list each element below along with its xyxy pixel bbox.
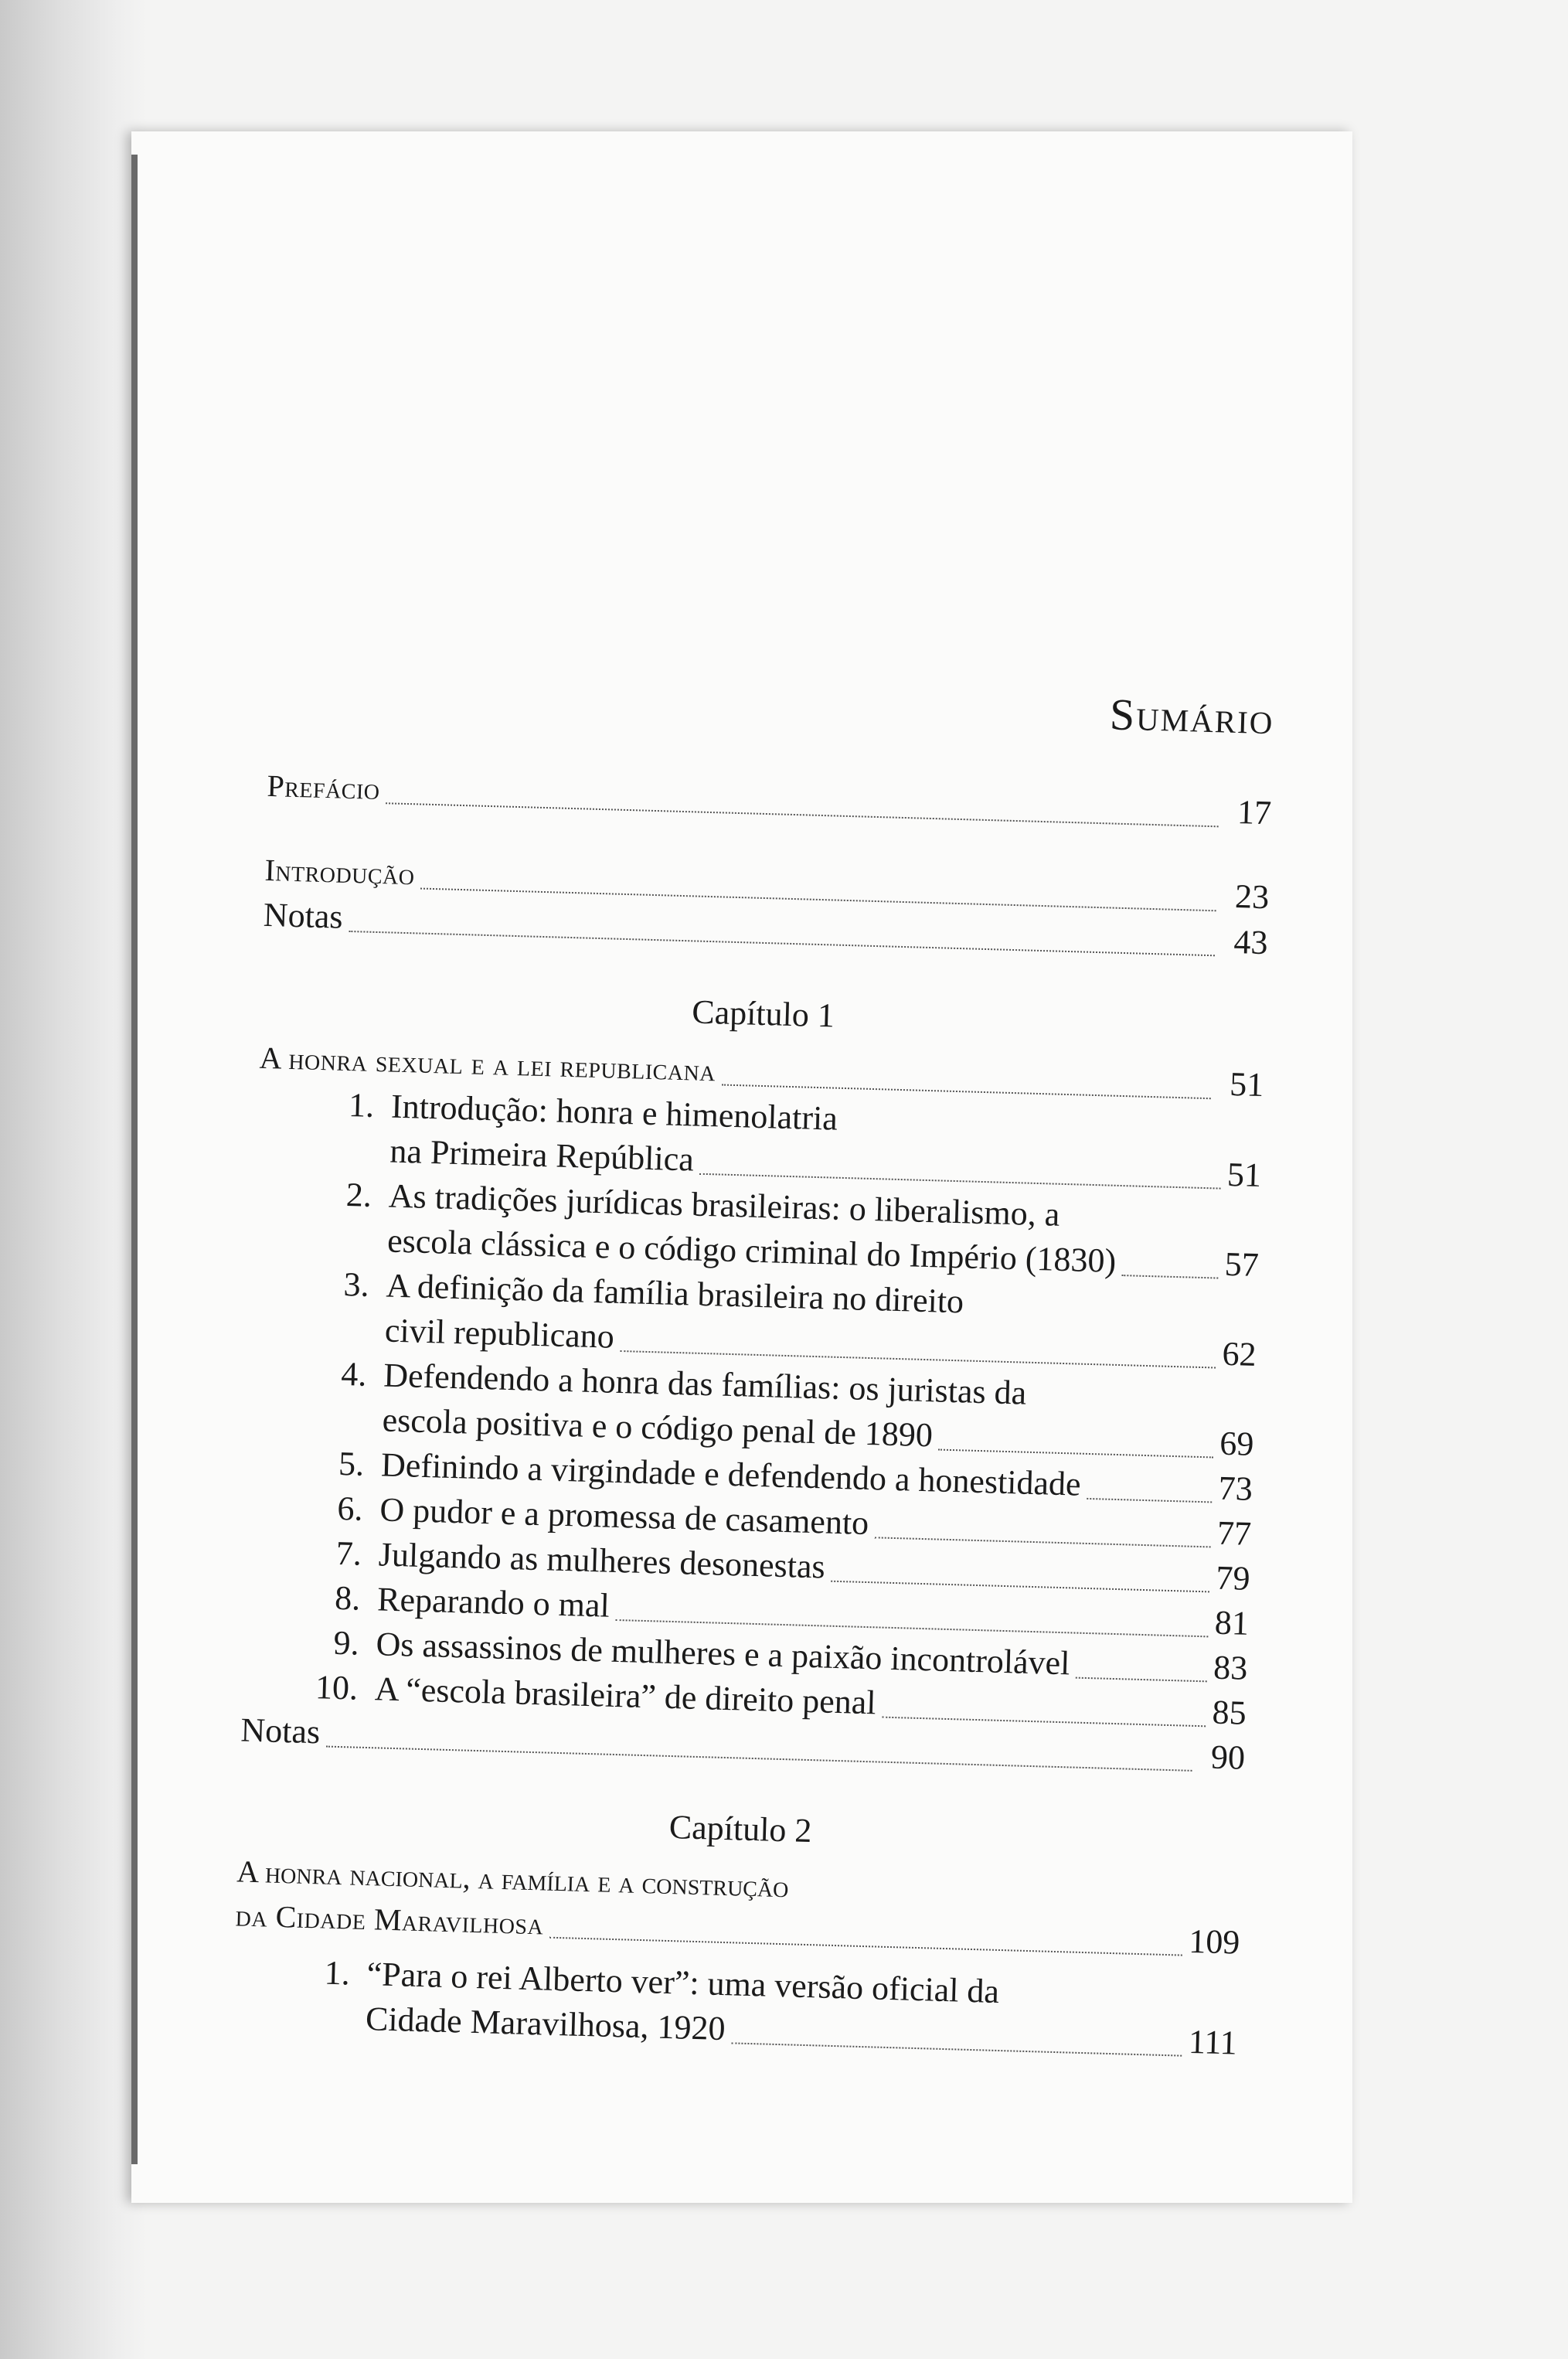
toc-page-number: 69 bbox=[1219, 1424, 1255, 1463]
book-gutter-shadow bbox=[0, 0, 147, 2359]
toc-page-number: 51 bbox=[1226, 1155, 1262, 1195]
toc-page-number: 79 bbox=[1215, 1558, 1251, 1598]
item-text-line: “Para o rei Alberto ver”: uma versão oficial da bbox=[366, 1955, 1000, 2010]
toc-page-number: 23 bbox=[1234, 877, 1270, 917]
toc-entry-prefacio bbox=[267, 763, 1272, 836]
item-number: 4. bbox=[340, 1354, 368, 1394]
item-number: 5. bbox=[338, 1444, 365, 1483]
toc-page-number: 77 bbox=[1216, 1513, 1252, 1553]
dot-leader bbox=[1076, 1677, 1207, 1683]
page-edge bbox=[131, 155, 138, 2164]
item-number: 2. bbox=[345, 1176, 372, 1214]
toc-page-number: 111 bbox=[1188, 2022, 1238, 2062]
dot-leader bbox=[882, 1717, 1206, 1728]
item-text-line: A “escola brasileira” de direito penal bbox=[374, 1670, 877, 1722]
item-text-line: Julgando as mulheres desonestas bbox=[378, 1535, 826, 1586]
item-number: 9. bbox=[333, 1623, 360, 1663]
toc-page-number: 57 bbox=[1224, 1244, 1260, 1284]
dot-leader bbox=[549, 1937, 1182, 1956]
item-text-line: na Primeira República bbox=[389, 1132, 695, 1179]
toc-title: Sumário bbox=[1109, 689, 1275, 744]
dot-leader bbox=[1122, 1275, 1219, 1278]
table-of-contents bbox=[232, 665, 1274, 2066]
dot-leader bbox=[938, 1449, 1213, 1459]
chapter-title: A honra sexual e a lei republicana bbox=[259, 1040, 716, 1088]
dot-leader bbox=[1087, 1498, 1212, 1503]
item-text-line: Defendendo a honra das famílias: os juristas da bbox=[383, 1356, 1027, 1412]
toc-page-number: 109 bbox=[1188, 1922, 1241, 1962]
item-text-line: As tradições jurídicas brasileiras: o liberalismo, a bbox=[388, 1176, 1060, 1234]
item-number: 8. bbox=[334, 1578, 361, 1618]
toc-page-number: 85 bbox=[1211, 1693, 1247, 1732]
item-number: 7. bbox=[335, 1534, 362, 1573]
dot-leader bbox=[349, 931, 1215, 956]
item-text-line: Reparando o mal bbox=[376, 1580, 611, 1625]
item-number: 6. bbox=[336, 1489, 364, 1528]
toc-page-number: 17 bbox=[1236, 793, 1272, 832]
toc-entry-label: Introdução bbox=[264, 852, 416, 892]
chapter-1-heading: Capítulo 1 bbox=[691, 992, 835, 1035]
toc-page-number: 81 bbox=[1214, 1603, 1250, 1642]
toc-page-number: 51 bbox=[1229, 1064, 1265, 1105]
chapter-title-line: da Cidade Maravilhosa bbox=[235, 1898, 544, 1942]
toc-entry-label: Prefácio bbox=[267, 768, 381, 807]
dot-leader bbox=[875, 1537, 1211, 1547]
item-text-line: A definição da família brasileira no direito bbox=[385, 1266, 964, 1321]
toc-page-number: 62 bbox=[1221, 1334, 1257, 1374]
chapter-2-title-entry bbox=[235, 1850, 1242, 1965]
toc-page-number: 43 bbox=[1233, 922, 1269, 962]
chapter-2-heading: Capítulo 2 bbox=[668, 1808, 813, 1850]
item-text-line: O pudor e a promessa de casamento bbox=[379, 1490, 869, 1543]
item-number: 1. bbox=[348, 1086, 375, 1125]
dot-leader bbox=[386, 802, 1219, 827]
toc-page-number: 90 bbox=[1210, 1738, 1246, 1777]
item-number: 3. bbox=[342, 1265, 370, 1304]
dot-leader bbox=[326, 1746, 1192, 1772]
item-number: 1. bbox=[324, 1953, 351, 1993]
item-text-line: Definindo a virgindade e defendendo a honestidade bbox=[380, 1445, 1082, 1503]
toc-page-number: 73 bbox=[1218, 1469, 1253, 1508]
item-number: 10. bbox=[315, 1668, 359, 1707]
chapter-title-line: A honra nacional, a família e a construção bbox=[236, 1854, 790, 1905]
toc-entry-label: Notas bbox=[263, 895, 344, 936]
item-text-line: Cidade Maravilhosa, 1920 bbox=[365, 2000, 726, 2048]
toc-page-number: 83 bbox=[1213, 1648, 1248, 1687]
item-text-line: Os assassinos de mulheres e a paixão incontrolável bbox=[375, 1625, 1071, 1683]
item-text-line: Introdução: honra e himenolatria bbox=[390, 1087, 838, 1138]
item-text-line: escola positiva e o código penal de 1890 bbox=[382, 1401, 934, 1455]
toc-entry-label: Notas bbox=[240, 1711, 321, 1751]
item-text-line: escola clássica e o código criminal do Império (1830) bbox=[386, 1221, 1117, 1280]
item-text-line: civil republicano bbox=[384, 1311, 615, 1356]
